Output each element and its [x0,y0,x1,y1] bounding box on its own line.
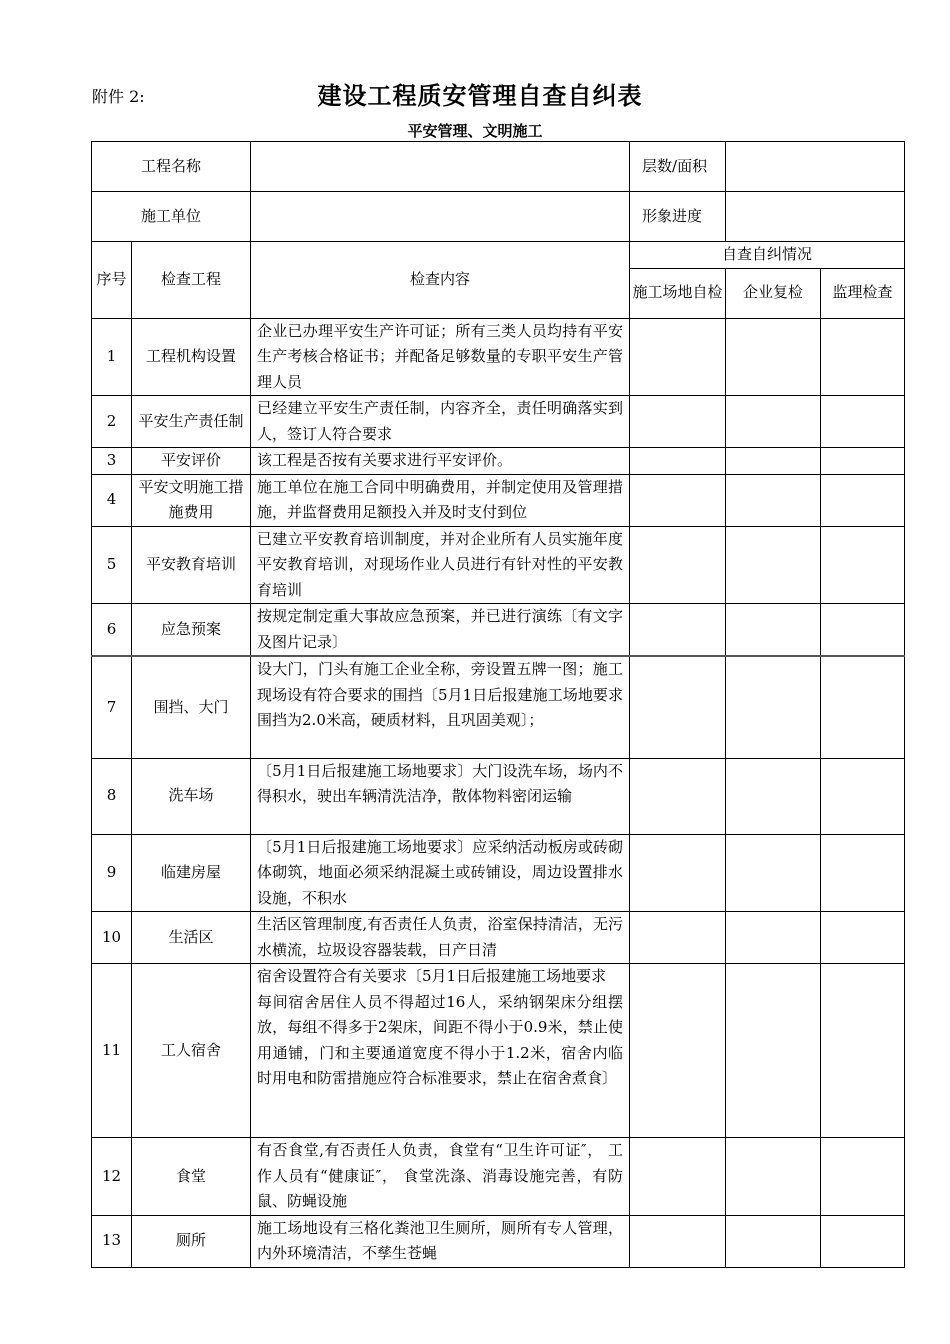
table-row [92,1138,905,1216]
supervision-check-cell[interactable] [821,656,905,758]
row-number: 8 [92,758,132,834]
supervision-check-cell[interactable] [821,396,905,448]
contractor-label: 施工单位 [92,192,251,242]
page-title-text: 建设工程质安管理自查自纠表 [317,81,643,110]
supervision-check-cell[interactable] [821,758,905,834]
company-recheck-cell[interactable] [726,1138,821,1216]
row-item: 平安评价 [132,448,251,475]
floors-area-field[interactable] [726,142,905,192]
site-self-check-cell[interactable] [630,474,726,526]
table-row [92,448,905,475]
column-header-row [92,242,905,269]
company-recheck-cell[interactable] [726,758,821,834]
row-item: 围挡、大门 [132,656,251,758]
supervision-check-header: 监理检查 [821,268,905,318]
site-self-check-cell[interactable] [630,656,726,758]
supervision-check-cell[interactable] [821,834,905,912]
site-self-check-cell[interactable] [630,1138,726,1216]
row-number: 10 [92,912,132,964]
row-item: 工人宿舍 [132,964,251,1138]
row-number: 1 [92,318,132,396]
site-self-check-cell[interactable] [630,1215,726,1267]
page-subtitle: 平安管理、文明施工 [407,122,543,140]
row-content: 施工场地设有三格化粪池卫生厕所，厕所有专人管理，内外环境清洁，不孳生苍蝇 [251,1215,630,1267]
table-row [92,474,905,526]
project-name-label: 工程名称 [92,142,251,192]
supervision-check-cell[interactable] [821,1138,905,1216]
table-row [92,758,905,834]
supervision-check-cell[interactable] [821,1215,905,1267]
row-item: 平安教育培训 [132,526,251,604]
row-number: 2 [92,396,132,448]
company-recheck-cell[interactable] [726,912,821,964]
table-row [92,834,905,912]
table-row [92,964,905,1138]
contractor-field[interactable] [251,192,630,242]
row-number: 3 [92,448,132,475]
row-number: 11 [92,964,132,1138]
contractor-row [92,192,905,242]
row-number: 12 [92,1138,132,1216]
row-item: 食堂 [132,1138,251,1216]
row-item: 工程机构设置 [132,318,251,396]
supervision-check-cell[interactable] [821,526,905,604]
company-recheck-cell[interactable] [726,834,821,912]
company-recheck-cell[interactable] [726,604,821,657]
site-self-check-cell[interactable] [630,912,726,964]
supervision-check-cell[interactable] [821,912,905,964]
seq-header: 序号 [92,242,132,319]
supervision-check-cell[interactable] [821,964,905,1138]
row-number: 9 [92,834,132,912]
row-number: 7 [92,656,132,758]
row-content: 企业已办理平安生产许可证；所有三类人员均持有平安生产考核合格证书；并配备足够数量的专职平安生产管理人员 [251,318,630,396]
project-name-field[interactable] [251,142,630,192]
row-content: 设大门，门头有施工企业全称，旁设置五牌一图；施工现场设有符合要求的围挡〔5月1日后报建施工场地要求围挡为2.0米高，硬质材料，且巩固美观〕； [251,656,630,758]
inspection-rows [92,318,905,1267]
site-self-check-cell[interactable] [630,448,726,475]
progress-field[interactable] [726,192,905,242]
supervision-check-cell[interactable] [821,448,905,475]
table-row [92,396,905,448]
row-content: 宿舍设置符合有关要求〔5月1日后报建施工场地要求 每间宿舍居住人员不得超过16人，采纳钢架床分组摆放，每组不得多于2架床，间距不得小于0.9米，禁止使用通铺，门和主要通道宽度不得小于1.2米，宿舍内临时用电和防雷措施应符合标准要求，禁止在宿舍煮食〕 [251,964,630,1138]
table-row [92,526,905,604]
company-recheck-header: 企业复检 [726,268,821,318]
inspection-table [91,141,905,1268]
company-recheck-cell[interactable] [726,964,821,1138]
row-number: 6 [92,604,132,657]
company-recheck-cell[interactable] [726,656,821,758]
supervision-check-cell[interactable] [821,318,905,396]
row-content: 该工程是否按有关要求进行平安评价。 [251,448,630,475]
supervision-check-cell[interactable] [821,604,905,657]
row-item: 平安生产责任制 [132,396,251,448]
progress-label: 形象进度 [630,192,726,242]
page-title [0,76,950,111]
row-item: 厕所 [132,1215,251,1267]
company-recheck-cell[interactable] [726,1215,821,1267]
site-self-check-header: 施工场地自检 [630,268,726,318]
company-recheck-cell[interactable] [726,448,821,475]
table-row [92,656,905,758]
table-row [92,318,905,396]
row-number: 13 [92,1215,132,1267]
company-recheck-cell[interactable] [726,526,821,604]
row-content: 施工单位在施工合同中明确费用，并制定使用及管理措施，并监督费用足额投入并及时支付到位 [251,474,630,526]
floors-area-label: 层数/面积 [630,142,726,192]
supervision-check-cell[interactable] [821,474,905,526]
site-self-check-cell[interactable] [630,964,726,1138]
site-self-check-cell[interactable] [630,396,726,448]
row-content: 已建立平安教育培训制度，并对企业所有人员实施年度平安教育培训，对现场作业人员进行有针对性的平安教育培训 [251,526,630,604]
company-recheck-cell[interactable] [726,474,821,526]
self-check-group-header: 自查自纠情况 [630,242,905,269]
attachment-label: 附件 2: [92,87,145,106]
row-content: 已经建立平安生产责任制，内容齐全，责任明确落实到人，签订人符合要求 [251,396,630,448]
company-recheck-cell[interactable] [726,396,821,448]
row-content: 生活区管理制度,有否责任人负责，浴室保持清洁，无污水横流，垃圾设容器装载，日产日清 [251,912,630,964]
site-self-check-cell[interactable] [630,604,726,657]
company-recheck-cell[interactable] [726,318,821,396]
row-item: 临建房屋 [132,834,251,912]
row-content: 〔5月1日后报建施工场地要求〕应采纳活动板房或砖砌体砌筑，地面必须采纳混凝土或砖铺设，周边设置排水设施，不积水 [251,834,630,912]
project-name-row [92,142,905,192]
content-header: 检查内容 [251,242,630,319]
row-content: 〔5月1日后报建施工场地要求〕大门设洗车场，场内不得积水，驶出车辆清洗洁净，散体物料密闭运输 [251,758,630,834]
table-row [92,604,905,657]
row-item: 平安文明施工措施费用 [132,474,251,526]
row-item: 生活区 [132,912,251,964]
site-self-check-cell[interactable] [630,758,726,834]
row-number: 4 [92,474,132,526]
row-item: 应急预案 [132,604,251,657]
row-content: 按规定制定重大事故应急预案，并已进行演练〔有文字及图片记录〕 [251,604,630,657]
item-header: 检查工程 [132,242,251,319]
table-row [92,912,905,964]
row-content: 有否食堂,有否责任人负责，食堂有“卫生许可证″， 工作人员有“健康证″， 食堂洗涤、消毒设施完善，有防鼠、防蝇设施 [251,1138,630,1216]
row-number: 5 [92,526,132,604]
site-self-check-cell[interactable] [630,834,726,912]
table-row [92,1215,905,1267]
row-item: 洗车场 [132,758,251,834]
site-self-check-cell[interactable] [630,526,726,604]
site-self-check-cell[interactable] [630,318,726,396]
